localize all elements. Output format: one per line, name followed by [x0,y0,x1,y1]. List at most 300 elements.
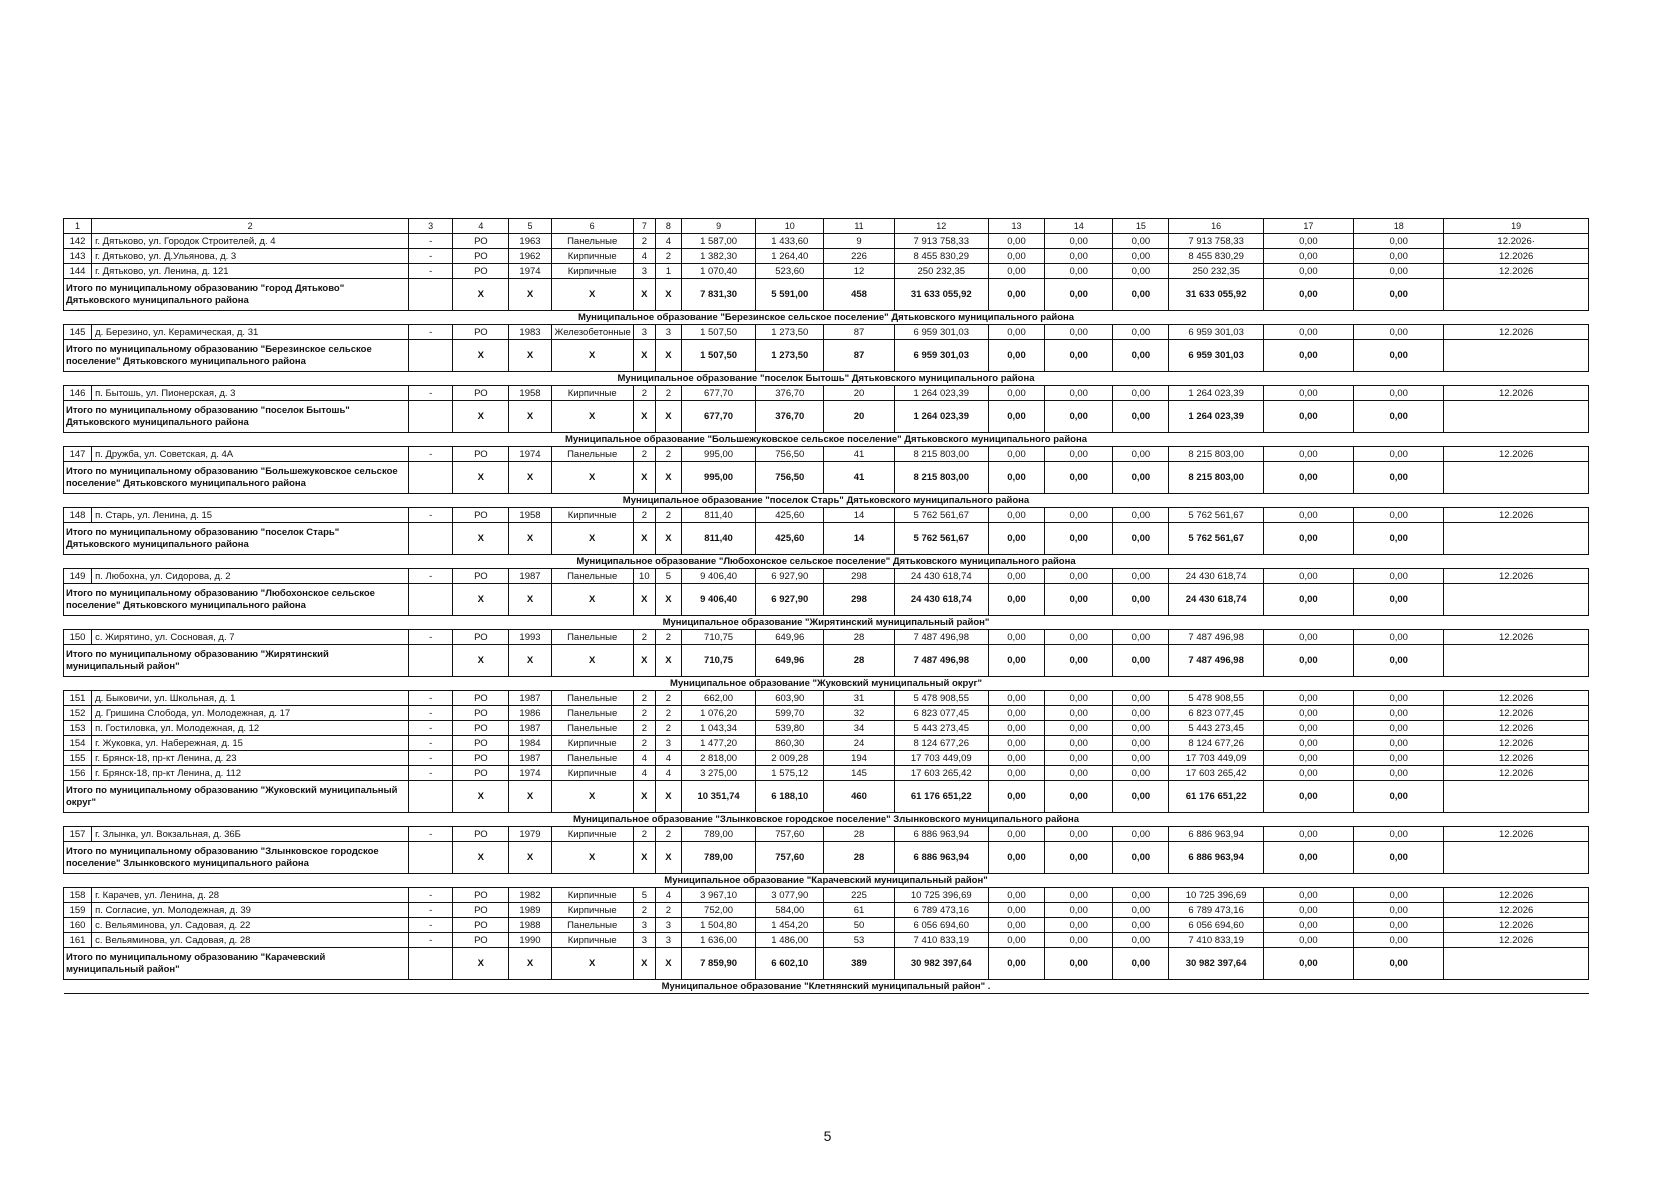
table-row [64,827,1589,842]
cell-c17: 0,00 [1263,766,1353,781]
cell-c9: 1 076,20 [681,706,755,721]
cell-c10: 1 273,50 [756,325,824,340]
total-c18: 0,00 [1354,842,1444,874]
cell-c7: 2 [633,234,655,249]
cell-c5: 1989 [509,903,551,918]
cell-c13: 0,00 [988,234,1044,249]
cell-c7: 3 [633,264,655,279]
total-c13: 0,00 [988,401,1044,433]
total-c13: 0,00 [988,781,1044,813]
cell-c11: 53 [824,933,894,948]
cell-c16: 6 886 963,94 [1169,827,1263,842]
cell-c6: Кирпичные [551,249,633,264]
cell-c4: РО [453,903,509,918]
empty-cell [1444,340,1589,372]
total-mark-c7: X [633,842,655,874]
cell-c4: РО [453,234,509,249]
cell-c11: 226 [824,249,894,264]
cell-c17: 0,00 [1263,691,1353,706]
cell-c6: Кирпичные [551,264,633,279]
total-label: Итого по муниципальному образованию "Любохонское сельское поселение" Дятьковского муниципального района [64,584,409,616]
total-c16: 6 959 301,03 [1169,340,1263,372]
total-c12: 24 430 618,74 [894,584,988,616]
total-mark-c5: X [509,340,551,372]
address-cell: п. Любохна, ул. Сидорова, д. 2 [92,569,409,584]
cell-c4: РО [453,827,509,842]
cell-c19: 12.2026 [1444,386,1589,401]
cell-c15: 0,00 [1113,264,1169,279]
table-row [64,508,1589,523]
row-number: 149 [64,569,92,584]
total-mark-c7: X [633,645,655,677]
total-mark-c7: X [633,584,655,616]
cell-c14: 0,00 [1045,249,1113,264]
cell-c11: 28 [824,827,894,842]
total-c16: 5 762 561,67 [1169,523,1263,555]
total-c15: 0,00 [1113,645,1169,677]
cell-c6: Панельные [551,630,633,645]
total-mark-c4: X [453,584,509,616]
row-number: 144 [64,264,92,279]
column-number: 7 [633,219,655,234]
cell-c5: 1987 [509,751,551,766]
cell-c18: 0,00 [1354,508,1444,523]
empty-cell [409,462,453,494]
cell-c12: 6 886 963,94 [894,827,988,842]
address-cell: п. Согласие, ул. Молодежная, д. 39 [92,903,409,918]
cell-c9: 1 477,20 [681,736,755,751]
cell-c16: 5 762 561,67 [1169,508,1263,523]
cell-c5: 1979 [509,827,551,842]
cell-c5: 1983 [509,325,551,340]
total-c13: 0,00 [988,523,1044,555]
total-mark-c4: X [453,645,509,677]
section-heading-row [64,311,1589,325]
cell-c6: Кирпичные [551,888,633,903]
cell-c4: РО [453,736,509,751]
table-row [64,751,1589,766]
cell-c13: 0,00 [988,933,1044,948]
cell-c17: 0,00 [1263,630,1353,645]
total-c16: 1 264 023,39 [1169,401,1263,433]
cell-c7: 4 [633,249,655,264]
address-cell: г. Злынка, ул. Вокзальная, д. 36Б [92,827,409,842]
cell-c10: 860,30 [756,736,824,751]
cell-c16: 7 913 758,33 [1169,234,1263,249]
cell-c8: 2 [655,827,681,842]
total-c14: 0,00 [1045,645,1113,677]
cell-c6: Кирпичные [551,736,633,751]
section-heading: Муниципальное образование "Жуковский муниципальный округ" [64,677,1589,691]
total-mark-c6: X [551,462,633,494]
total-c9: 995,00 [681,462,755,494]
cell-c19: 12.2026 [1444,691,1589,706]
cell-c12: 24 430 618,74 [894,569,988,584]
cell-c18: 0,00 [1354,706,1444,721]
cell-c14: 0,00 [1045,447,1113,462]
total-c11: 41 [824,462,894,494]
cell-c10: 376,70 [756,386,824,401]
total-mark-c6: X [551,645,633,677]
cell-c4: РО [453,933,509,948]
cell-c9: 752,00 [681,903,755,918]
cell-c17: 0,00 [1263,234,1353,249]
cell-c18: 0,00 [1354,918,1444,933]
row-number: 157 [64,827,92,842]
cell-c15: 0,00 [1113,508,1169,523]
cell-c18: 0,00 [1354,234,1444,249]
cell-c4: РО [453,766,509,781]
address-cell: г. Брянск-18, пр-кт Ленина, д. 23 [92,751,409,766]
cell-c18: 0,00 [1354,888,1444,903]
cell-c8: 2 [655,386,681,401]
empty-cell [1444,523,1589,555]
total-mark-c5: X [509,781,551,813]
table-row [64,903,1589,918]
cell-c5: 1984 [509,736,551,751]
column-number: 14 [1045,219,1113,234]
cell-c11: 145 [824,766,894,781]
cell-c13: 0,00 [988,630,1044,645]
cell-c5: 1974 [509,766,551,781]
cell-c19: 12.2026 [1444,903,1589,918]
total-row [64,781,1589,813]
cell-c10: 1 454,20 [756,918,824,933]
table-row [64,234,1589,249]
cell-c5: 1987 [509,721,551,736]
total-c18: 0,00 [1354,462,1444,494]
cell-c18: 0,00 [1354,721,1444,736]
cell-c6: Панельные [551,447,633,462]
cell-c12: 6 056 694,60 [894,918,988,933]
total-c12: 30 982 397,64 [894,948,988,980]
cell-c13: 0,00 [988,888,1044,903]
total-c16: 6 886 963,94 [1169,842,1263,874]
column-number: 17 [1263,219,1353,234]
total-row [64,948,1589,980]
cell-c18: 0,00 [1354,766,1444,781]
total-c18: 0,00 [1354,645,1444,677]
empty-cell [1444,781,1589,813]
cell-c16: 250 232,35 [1169,264,1263,279]
section-heading: Муниципальное образование "Карачевский муниципальный район" [64,874,1589,888]
total-mark-c7: X [633,462,655,494]
cell-c4: РО [453,888,509,903]
column-number: 2 [92,219,409,234]
address-cell: с. Вельяминова, ул. Садовая, д. 22 [92,918,409,933]
cell-c19: 12.2026 [1444,721,1589,736]
cell-c12: 250 232,35 [894,264,988,279]
cell-c17: 0,00 [1263,751,1353,766]
cell-c12: 7 913 758,33 [894,234,988,249]
total-c14: 0,00 [1045,340,1113,372]
address-cell: с. Вельяминова, ул. Садовая, д. 28 [92,933,409,948]
total-c10: 5 591,00 [756,279,824,311]
column-number-row [64,219,1589,234]
total-c11: 20 [824,401,894,433]
total-c13: 0,00 [988,279,1044,311]
total-c11: 298 [824,584,894,616]
column-number: 13 [988,219,1044,234]
total-mark-c6: X [551,842,633,874]
cell-c10: 757,60 [756,827,824,842]
total-mark-c6: X [551,340,633,372]
total-mark-c8: X [655,781,681,813]
column-number: 19 [1444,219,1589,234]
cell-c3: - [409,736,453,751]
cell-c11: 20 [824,386,894,401]
cell-c10: 1 433,60 [756,234,824,249]
cell-c11: 14 [824,508,894,523]
cell-c12: 17 603 265,42 [894,766,988,781]
cell-c11: 12 [824,264,894,279]
table-row [64,264,1589,279]
section-heading-row [64,874,1589,888]
cell-c8: 2 [655,249,681,264]
cell-c17: 0,00 [1263,721,1353,736]
cell-c9: 9 406,40 [681,569,755,584]
cell-c15: 0,00 [1113,249,1169,264]
table-row [64,249,1589,264]
column-number: 15 [1113,219,1169,234]
cell-c10: 649,96 [756,630,824,645]
total-mark-c4: X [453,462,509,494]
cell-c16: 8 124 677,26 [1169,736,1263,751]
cell-c4: РО [453,706,509,721]
row-number: 146 [64,386,92,401]
cell-c9: 662,00 [681,691,755,706]
total-c10: 1 273,50 [756,340,824,372]
total-label: Итого по муниципальному образованию "поселок Старь" Дятьковского муниципального района [64,523,409,555]
row-number: 154 [64,736,92,751]
cell-c3: - [409,721,453,736]
cell-c3: - [409,630,453,645]
cell-c19: 12.2026 [1444,751,1589,766]
row-number: 142 [64,234,92,249]
table-row [64,918,1589,933]
total-mark-c6: X [551,781,633,813]
cell-c6: Кирпичные [551,508,633,523]
cell-c7: 2 [633,721,655,736]
column-number: 1 [64,219,92,234]
cell-c16: 5 478 908,55 [1169,691,1263,706]
cell-c14: 0,00 [1045,386,1113,401]
total-mark-c6: X [551,948,633,980]
cell-c4: РО [453,508,509,523]
total-c13: 0,00 [988,340,1044,372]
cell-c6: Панельные [551,569,633,584]
cell-c11: 31 [824,691,894,706]
cell-c8: 4 [655,766,681,781]
cell-c4: РО [453,447,509,462]
total-c18: 0,00 [1354,584,1444,616]
row-number: 148 [64,508,92,523]
total-row [64,523,1589,555]
cell-c19: 12.2026 [1444,325,1589,340]
total-c17: 0,00 [1263,340,1353,372]
column-number: 3 [409,219,453,234]
cell-c6: Панельные [551,234,633,249]
cell-c8: 2 [655,508,681,523]
row-number: 158 [64,888,92,903]
cell-c14: 0,00 [1045,827,1113,842]
total-mark-c7: X [633,948,655,980]
total-c13: 0,00 [988,948,1044,980]
cell-c19: 12.2026 [1444,918,1589,933]
cell-c15: 0,00 [1113,630,1169,645]
cell-c8: 2 [655,630,681,645]
total-mark-c8: X [655,462,681,494]
total-c11: 458 [824,279,894,311]
section-heading: Муниципальное образование "Любохонское сельское поселение" Дятьковского муниципального района [64,555,1589,569]
total-mark-c7: X [633,279,655,311]
cell-c15: 0,00 [1113,706,1169,721]
total-mark-c4: X [453,781,509,813]
cell-c13: 0,00 [988,706,1044,721]
total-c10: 6 927,90 [756,584,824,616]
cell-c19: 12.2026· [1444,234,1589,249]
empty-cell [409,584,453,616]
cell-c19: 12.2026 [1444,766,1589,781]
cell-c16: 7 410 833,19 [1169,933,1263,948]
cell-c10: 584,00 [756,903,824,918]
table-row [64,706,1589,721]
cell-c9: 1 636,00 [681,933,755,948]
column-number: 6 [551,219,633,234]
empty-cell [409,645,453,677]
cell-c6: Кирпичные [551,827,633,842]
cell-c16: 10 725 396,69 [1169,888,1263,903]
cell-c17: 0,00 [1263,888,1353,903]
section-heading-row [64,616,1589,630]
empty-cell [1444,462,1589,494]
cell-c10: 3 077,90 [756,888,824,903]
cell-c17: 0,00 [1263,569,1353,584]
cell-c12: 5 478 908,55 [894,691,988,706]
cell-c5: 1958 [509,508,551,523]
total-c17: 0,00 [1263,523,1353,555]
cell-c11: 28 [824,630,894,645]
cell-c4: РО [453,630,509,645]
total-label: Итого по муниципальному образованию "Большежуковское сельское поселение" Дятьковского муниципального района [64,462,409,494]
cell-c13: 0,00 [988,827,1044,842]
table-row [64,933,1589,948]
cell-c14: 0,00 [1045,736,1113,751]
total-c17: 0,00 [1263,645,1353,677]
cell-c11: 87 [824,325,894,340]
total-mark-c5: X [509,462,551,494]
row-number: 156 [64,766,92,781]
cell-c7: 2 [633,827,655,842]
cell-c4: РО [453,721,509,736]
cell-c10: 599,70 [756,706,824,721]
total-c18: 0,00 [1354,401,1444,433]
total-c15: 0,00 [1113,279,1169,311]
cell-c9: 995,00 [681,447,755,462]
cell-c18: 0,00 [1354,569,1444,584]
total-label: Итого по муниципальному образованию "Березинское сельское поселение" Дятьковского муниципального района [64,340,409,372]
cell-c7: 3 [633,325,655,340]
cell-c5: 1982 [509,888,551,903]
cell-c16: 6 959 301,03 [1169,325,1263,340]
total-c18: 0,00 [1354,340,1444,372]
cell-c15: 0,00 [1113,386,1169,401]
section-heading: Муниципальное образование "поселок Бытошь" Дятьковского муниципального района [64,372,1589,386]
address-cell: п. Гостиловка, ул. Молодежная, д. 12 [92,721,409,736]
total-label: Итого по муниципальному образованию "поселок Бытошь" Дятьковского муниципального района [64,401,409,433]
total-c15: 0,00 [1113,842,1169,874]
total-mark-c4: X [453,842,509,874]
cell-c8: 2 [655,447,681,462]
table-row [64,447,1589,462]
cell-c14: 0,00 [1045,630,1113,645]
cell-c18: 0,00 [1354,264,1444,279]
total-c16: 24 430 618,74 [1169,584,1263,616]
cell-c18: 0,00 [1354,933,1444,948]
total-c9: 7 859,90 [681,948,755,980]
total-c10: 6 188,10 [756,781,824,813]
cell-c15: 0,00 [1113,751,1169,766]
cell-c17: 0,00 [1263,706,1353,721]
cell-c11: 50 [824,918,894,933]
total-c17: 0,00 [1263,584,1353,616]
cell-c4: РО [453,569,509,584]
cell-c16: 6 823 077,45 [1169,706,1263,721]
cell-c6: Панельные [551,691,633,706]
address-cell: п. Бытошь, ул. Пионерская, д. 3 [92,386,409,401]
table-row [64,721,1589,736]
cell-c8: 4 [655,751,681,766]
total-c17: 0,00 [1263,781,1353,813]
cell-c3: - [409,447,453,462]
total-c9: 7 831,30 [681,279,755,311]
cell-c13: 0,00 [988,903,1044,918]
cell-c14: 0,00 [1045,569,1113,584]
cell-c12: 10 725 396,69 [894,888,988,903]
address-cell: г. Карачев, ул. Ленина, д. 28 [92,888,409,903]
cell-c16: 6 056 694,60 [1169,918,1263,933]
total-mark-c4: X [453,523,509,555]
cell-c12: 8 455 830,29 [894,249,988,264]
cell-c9: 1 504,80 [681,918,755,933]
total-c12: 5 762 561,67 [894,523,988,555]
cell-c9: 677,70 [681,386,755,401]
cell-c12: 6 789 473,16 [894,903,988,918]
cell-c9: 1 070,40 [681,264,755,279]
cell-c6: Панельные [551,721,633,736]
table-row [64,766,1589,781]
cell-c3: - [409,903,453,918]
total-c9: 811,40 [681,523,755,555]
cell-c8: 3 [655,736,681,751]
row-number: 152 [64,706,92,721]
cell-c5: 1974 [509,264,551,279]
address-cell: г. Брянск-18, пр-кт Ленина, д. 112 [92,766,409,781]
total-mark-c5: X [509,948,551,980]
cell-c4: РО [453,264,509,279]
cell-c6: Панельные [551,918,633,933]
cell-c3: - [409,264,453,279]
section-heading-row [64,813,1589,827]
section-heading-row [64,372,1589,386]
cell-c7: 4 [633,766,655,781]
cell-c3: - [409,249,453,264]
cell-c5: 1990 [509,933,551,948]
column-number: 10 [756,219,824,234]
cell-c19: 12.2026 [1444,827,1589,842]
cell-c10: 1 264,40 [756,249,824,264]
table-row [64,691,1589,706]
